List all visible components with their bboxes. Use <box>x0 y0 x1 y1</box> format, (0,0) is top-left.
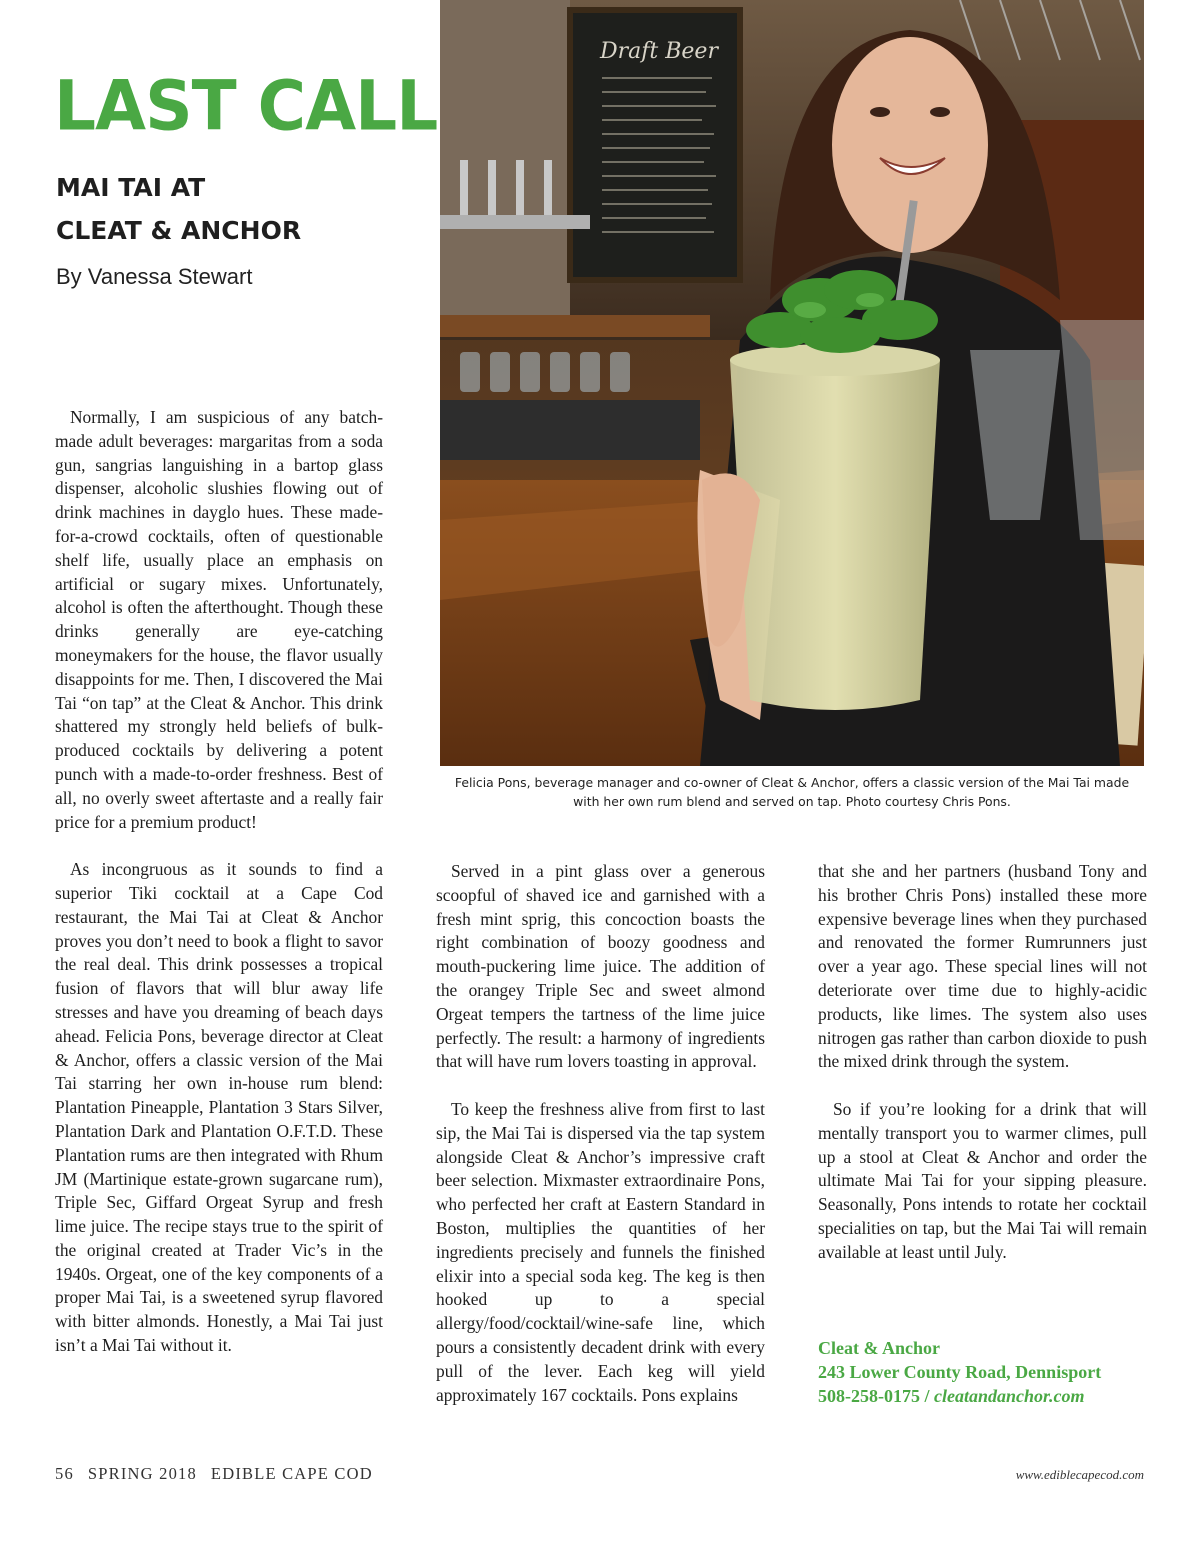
headline-line-2: CLEAT & ANCHOR <box>56 216 302 245</box>
chalkboard-title: Draft Beer <box>600 39 718 64</box>
publication-name: EDIBLE CAPE COD <box>210 1464 373 1483</box>
venue-separator: / <box>920 1386 935 1406</box>
paragraph: To keep the freshness alive from first to last sip, the Mai Tai is dispersed via the tap system alongside Cleat & Anchor’s impressive craft beer selection. Mixmaster extraordinaire Pons, who perfected her craft at Eastern Standard in Boston, multiplies the quantities of her ingredients precisely and funnels the finished elixir into a special soda keg. The keg is then hooked up to a special allergy/food/cocktail/wine-safe line, which pours a consistently decadent drink with every pull of the lever. Each keg will yield approximately 167 cocktails. Pons explains <box>436 1098 765 1405</box>
article-column-2 <box>436 860 765 1407</box>
section-kicker: LAST CALL <box>54 65 438 147</box>
page-footer <box>55 1464 387 1484</box>
bartender-photo-illustration <box>440 0 1144 766</box>
byline: By Vanessa Stewart <box>56 264 253 289</box>
venue-address: 243 Lower County Road, Dennisport <box>818 1362 1102 1382</box>
paragraph: Normally, I am suspicious of any batch-made adult beverages: margaritas from a soda gun, sangrias languishing in a bartop glass dispenser, alcoholic slushies flowing out of drink machines in dayglo hues. These made-for-a-crowd cocktails, often of questionable shelf life, usually place an emphasis on artificial or sugary mixes. Unfortunately, alcohol is often the afterthought. Though these drinks generally are eye-catching moneymakers for the house, the flavor usually disappoints for me. Then, I discovered the Mai Tai “on tap” at the Cleat & Anchor. This drink shattered my strongly held beliefs of bulk-produced cocktails by delivering a potent punch with a made-to-order freshness. Best of all, no overly sweet aftertaste and a really fair price for a premium product! <box>55 407 383 832</box>
headline-line-1: MAI TAI AT <box>56 173 206 202</box>
article-column-3 <box>818 860 1147 1265</box>
venue-name: Cleat & Anchor <box>818 1338 940 1358</box>
paragraph: Served in a pint glass over a generous scoopful of shaved ice and garnished with a fresh mint sprig, this concoction boasts the right combination of boozy goodness and mouth-puckering lime juice. The addition of the orangey Triple Sec and sweet almond Orgeat tempers the tartness of the lime juice perfectly. The result: a harmony of ingredients that will have rum lovers toasting in approval. <box>436 861 765 1072</box>
venue-phone: 508-258-0175 <box>818 1386 920 1406</box>
page-number: 56 <box>55 1464 74 1483</box>
publication-url[interactable]: www.ediblecapecod.com <box>1015 1467 1144 1482</box>
article-column-1 <box>55 406 383 1358</box>
issue-label: SPRING 2018 <box>87 1464 197 1483</box>
venue-website-link[interactable]: cleatandanchor.com <box>934 1386 1085 1406</box>
feature-photo <box>440 0 1144 766</box>
paragraph: As incongruous as it sounds to find a superior Tiki cocktail at a Cape Cod restaurant, the Mai Tai at Cleat & Anchor proves you don’t need to book a flight to savor the real deal. This drink possesses a tropical fusion of flavors that will blur away life stresses and have you dreaming of beach days ahead. Felicia Pons, beverage director at Cleat & Anchor, offers a classic version of the Mai Tai starring her own in-house rum blend: Plantation Pineapple, Plantation 3 Stars Silver, Plantation Dark and Plantation O.F.T.D. These Plantation rums are then integrated with Rhum JM (Martinique estate-grown sugarcane rum), Triple Sec, Giffard Orgeat Syrup and fresh lime juice. The recipe stays true to the spirit of the original created at Trader Vic’s in the 1940s. Orgeat, one of the key components of a proper Mai Tai, is a sweetened syrup flavored with bitter almonds. Honestly, a Mai Tai just isn’t a Mai Tai without it. <box>55 859 383 1356</box>
paragraph: that she and her partners (husband Tony and his brother Chris Pons) installed these more expensive beverage lines when they purchased and renovated the former Rumrunners just over a year ago. These special lines will not deteriorate over time due to highly-acidic products, like limes. The system also uses nitrogen gas rather than carbon dioxide to push the mixed drink through the system. <box>818 861 1147 1072</box>
paragraph: So if you’re looking for a drink that will mentally transport you to warmer climes, pull up a stool at Cleat & Anchor and order the ultimate Mai Tai for your sipping pleasure. Seasonally, Pons intends to rotate her cocktail specialities on tap, but the Mai Tai will remain available at least until July. <box>818 1098 1147 1262</box>
article-headline <box>56 166 416 252</box>
venue-contact <box>818 1384 1158 1408</box>
photo-caption: Felicia Pons, beverage manager and co-owner of Cleat & Anchor, offers a classic version of the Mai Tai made with her own rum blend and served on tap. Photo courtesy Chris Pons. <box>454 775 1130 809</box>
venue-info <box>818 1336 1158 1408</box>
